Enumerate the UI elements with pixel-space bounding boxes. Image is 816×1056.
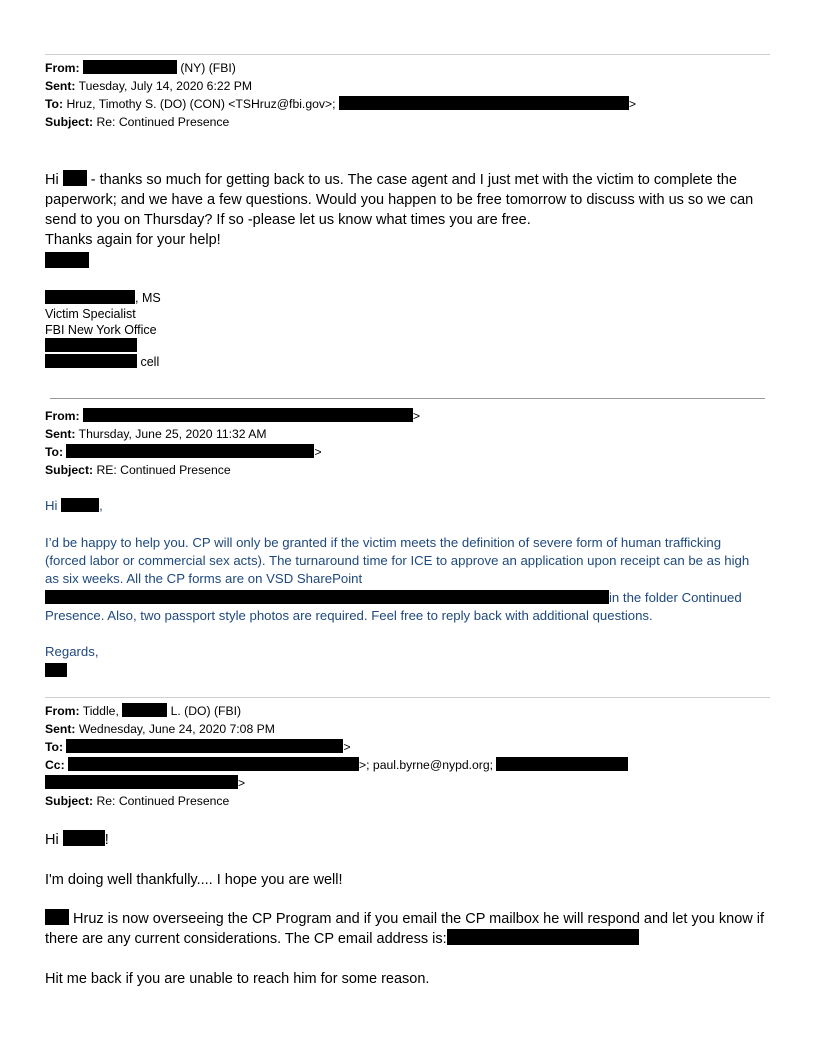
- msg2-p5: Presence. Also, two passport style photos are required. Feel free to reply back with additional questions.: [45, 608, 653, 623]
- msg3-to-label: To:: [45, 740, 64, 754]
- redaction: [83, 408, 413, 422]
- msg1-subject-label: Subject:: [45, 115, 94, 129]
- msg1-body-line1: [45, 170, 737, 190]
- msg2-subject-line: [45, 461, 231, 479]
- msg1-sig-cell-line: [45, 354, 159, 370]
- msg1-sent-line: [45, 77, 252, 95]
- redaction: [45, 354, 137, 368]
- redaction: [45, 775, 238, 789]
- msg3-cc-tail: >: [238, 776, 246, 790]
- msg2-p3: as six weeks. All the CP forms are on VSD SharePoint: [45, 571, 363, 586]
- msg3-line2-wrap: [45, 909, 764, 929]
- top-divider: [45, 54, 770, 55]
- msg1-from-suffix: (NY) (FBI): [180, 61, 236, 75]
- msg2-from-line: [45, 407, 420, 425]
- msg3-line3: there are any current considerations. The CP email address is:: [45, 931, 447, 947]
- redaction: [45, 338, 137, 352]
- msg1-from-line: [45, 59, 236, 77]
- msg2-sent-label: Sent:: [45, 427, 76, 441]
- msg1-greeting: Hi: [45, 172, 59, 188]
- msg3-from-line: [45, 702, 241, 720]
- msg3-sent-label: Sent:: [45, 722, 76, 736]
- msg2-p2: (forced labor or commercial sex acts). The turnaround time for ICE to approve an application upon receipt can be as high: [45, 553, 750, 568]
- msg2-p4-line: [45, 589, 742, 608]
- msg2-to-line: [45, 443, 322, 461]
- msg1-body-line4: Thanks again for your help!: [45, 232, 221, 248]
- msg3-line3-wrap: [45, 929, 639, 949]
- msg3-divider: [45, 697, 770, 698]
- msg2-divider: [50, 398, 765, 399]
- msg1-body-line3: send to you on Thursday? If so -please let us know what times you are free.: [45, 212, 531, 228]
- redaction: [63, 170, 87, 186]
- msg3-greeting: Hi: [45, 832, 59, 848]
- msg3-greeting-line: [45, 830, 109, 850]
- msg1-subject-value: Re: Continued Presence: [96, 115, 230, 129]
- msg1-subject-line: [45, 113, 229, 131]
- msg3-subject-line: [45, 792, 229, 810]
- msg2-p1: I’d be happy to help you. CP will only be granted if the victim meets the definition of severe form of human trafficking: [45, 535, 722, 550]
- msg1-to-label: To:: [45, 97, 64, 111]
- redaction: [339, 96, 629, 110]
- msg3-from-label: From:: [45, 704, 80, 718]
- redaction: [66, 739, 343, 753]
- redaction: [122, 703, 167, 717]
- msg2-sent-value: Thursday, June 25, 2020 11:32 AM: [78, 427, 267, 441]
- redaction: [66, 444, 314, 458]
- msg2-greeting: Hi: [45, 498, 58, 513]
- msg1-from-label: From:: [45, 61, 80, 75]
- msg1-sig-cell: cell: [140, 355, 160, 369]
- msg3-from-post: L. (DO) (FBI): [170, 704, 242, 718]
- msg1-sent-value: Tuesday, July 14, 2020 6:22 PM: [78, 79, 253, 93]
- redaction: [45, 909, 69, 925]
- msg2-subject-label: Subject:: [45, 463, 94, 477]
- msg3-to-line: [45, 738, 351, 756]
- redaction: [63, 830, 105, 846]
- msg2-from-label: From:: [45, 409, 80, 423]
- msg1-to-value: Hruz, Timothy S. (DO) (CON) <TSHruz@fbi.gov>;: [66, 97, 336, 111]
- redaction: [45, 590, 609, 604]
- msg1-to-line: [45, 95, 636, 113]
- msg1-to-tail: >: [628, 97, 636, 111]
- msg3-cc-label: Cc:: [45, 758, 65, 772]
- msg2-to-label: To:: [45, 445, 64, 459]
- msg2-greeting-post: ,: [99, 498, 103, 513]
- msg3-subject-value: Re: Continued Presence: [96, 794, 230, 808]
- msg2-subject-value: RE: Continued Presence: [96, 463, 231, 477]
- msg3-sent-value: Wednesday, June 24, 2020 7:08 PM: [78, 722, 275, 736]
- msg1-sig-name-line: [45, 290, 161, 306]
- redaction: [83, 60, 177, 74]
- msg3-cc-line2: [45, 774, 245, 792]
- redaction: [496, 757, 628, 771]
- msg2-greeting-line: [45, 497, 103, 516]
- redaction: [45, 290, 135, 304]
- msg3-line4: Hit me back if you are unable to reach him for some reason.: [45, 971, 430, 987]
- msg2-p4-tail: in the folder Continued: [609, 590, 742, 605]
- msg3-line2: Hruz is now overseeing the CP Program and if you email the CP mailbox he will respond and let you know if: [73, 911, 765, 927]
- redaction: [68, 757, 359, 771]
- redaction: [45, 252, 89, 268]
- msg3-greeting-post: !: [104, 832, 109, 848]
- redaction: [45, 663, 67, 677]
- msg1-line1: - thanks so much for getting back to us. The case agent and I just met with the victim to complete the: [90, 172, 737, 188]
- msg3-sent-line: [45, 720, 275, 738]
- msg3-to-tail: >: [343, 740, 351, 754]
- redaction: [61, 498, 99, 512]
- msg3-from-pre: Tiddle,: [82, 704, 119, 718]
- msg2-regards: Regards,: [45, 644, 99, 659]
- msg1-sent-label: Sent:: [45, 79, 76, 93]
- msg1-body-line2: paperwork; and we have a few questions. Would you happen to be free tomorrow to discuss with us so we can: [45, 192, 754, 208]
- msg3-subject-label: Subject:: [45, 794, 94, 808]
- msg3-cc-line: [45, 756, 628, 774]
- msg1-sig-title: Victim Specialist: [45, 307, 136, 321]
- msg2-sent-line: [45, 425, 267, 443]
- msg2-from-tail: >: [412, 409, 421, 423]
- msg3-cc-mid: >; paul.byrne@nypd.org;: [359, 758, 494, 772]
- redaction: [447, 929, 639, 945]
- msg1-sig-ms: , MS: [135, 291, 161, 305]
- msg3-line1: I'm doing well thankfully.... I hope you are well!: [45, 872, 343, 888]
- msg1-sig-office: FBI New York Office: [45, 323, 157, 337]
- msg2-to-tail: >: [314, 445, 322, 459]
